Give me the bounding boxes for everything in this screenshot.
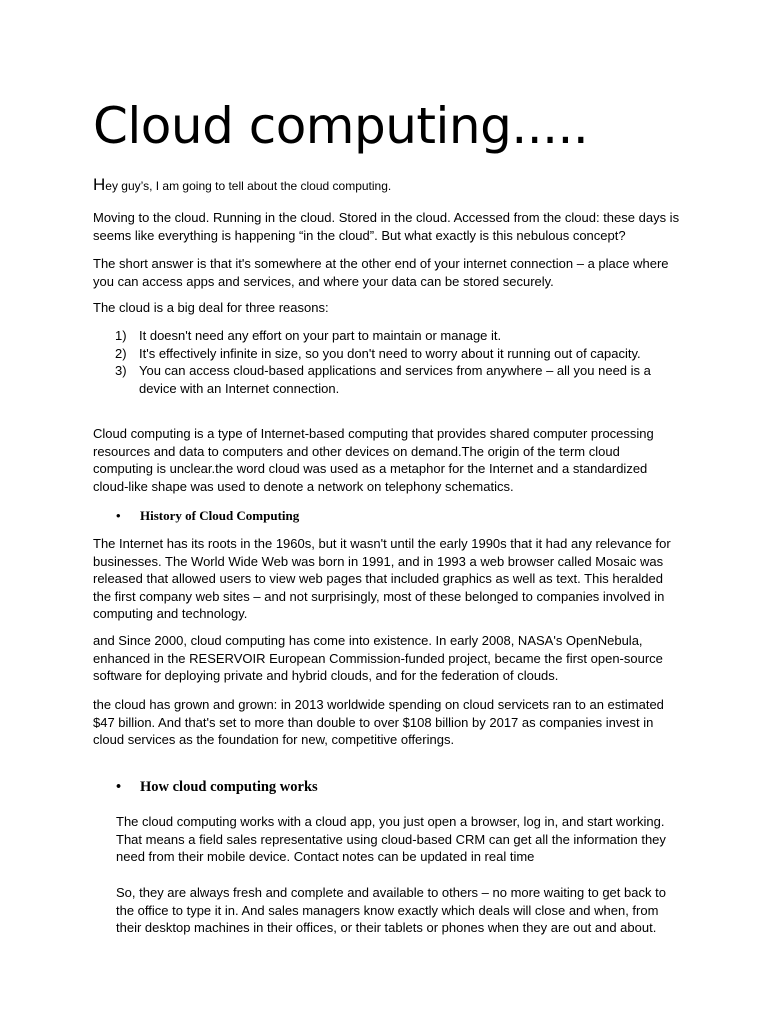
paragraph-definition: Cloud computing is a type of Internet-based computing that provides shared computer processing resources and data to computers and other devices on demand.The origin of the term cloud computing is unclear.the word cloud was used as a metaphor for the Internet and a standardized cloud-like shape was used to denote a network on telephony schematics. <box>93 426 654 494</box>
reasons-list <box>93 327 683 397</box>
paragraph-how-fresh: So, they are always fresh and complete and available to others – no more waiting to get back to the office to type it in. And sales managers know exactly which deals will close and when, from their desktop machines in their offices, or their tablets or phones when they are out and about. <box>116 885 666 935</box>
list-item <box>93 327 683 345</box>
paragraph-history-roots: The Internet has its roots in the 1960s, but it wasn't until the early 1990s that it had any relevance for businesses. The World Wide Web was born in 1991, and in 1993 a web browser called Mosaic was released that allowed users to view web pages that included graphics as well as text. This heralded the first company web sites – and not surprisingly, most of these belonged to companies involved in computing and technology. <box>93 536 671 621</box>
paragraph-short-answer: The short answer is that it's somewhere at the other end of your internet connection – a place where you can access apps and services, and where your data can be stored securely. <box>93 256 669 289</box>
paragraph-three-reasons-intro: The cloud is a big deal for three reasons: <box>93 300 329 315</box>
list-item-number: 2) <box>115 345 127 361</box>
history-heading-text: History of Cloud Computing <box>140 508 300 523</box>
paragraph-history-since-2000: and Since 2000, cloud computing has come into existence. In early 2008, NASA's OpenNebula, enhanced in the RESERVOIR European Commission-funded project, became the first open-source software for deploying private and hybrid clouds, and for the federation of clouds. <box>93 633 663 683</box>
list-item-text: It's effectively infinite in size, so you don't need to worry about it running out of capacity. <box>139 345 641 361</box>
list-item-number: 3) <box>115 363 127 378</box>
paragraph-moving-to-cloud: Moving to the cloud. Running in the cloud. Stored in the cloud. Accessed from the cloud: these days is seems like everything is happening “in the cloud”. But what exactly is this nebulous concept? <box>93 210 680 243</box>
list-item <box>93 345 683 363</box>
intro-text: ey guy’s, I am going to tell about the cloud computing. <box>105 179 392 193</box>
bullet-icon: • <box>116 508 121 523</box>
intro-dropcap: H <box>93 175 106 194</box>
paragraph-how-works: The cloud computing works with a cloud app, you just open a browser, log in, and start working. That means a field sales representative using cloud-based CRM can get all the information they need from their mobile device. Contact notes can be updated in real time <box>116 814 666 864</box>
intro-paragraph <box>93 176 391 196</box>
paragraph-history-growth: the cloud has grown and grown: in 2013 worldwide spending on cloud servicets ran to an estimated $47 billion. And that's set to more than double to over $108 billion by 2017 as companies invest in cloud services as the foundation for new, competitive offerings. <box>93 697 664 747</box>
list-item-number: 1) <box>115 328 127 343</box>
document-title: Cloud computing..... <box>93 97 589 155</box>
how-heading-text: How cloud computing works <box>140 779 318 795</box>
list-item <box>93 362 683 397</box>
bullet-icon: • <box>116 779 122 795</box>
list-item-text: It doesn't need any effort on your part to maintain or manage it. <box>139 328 502 343</box>
list-item-text: You can access cloud-based applications and services from anywhere – all you need is a device with an Internet connection. <box>139 363 651 396</box>
